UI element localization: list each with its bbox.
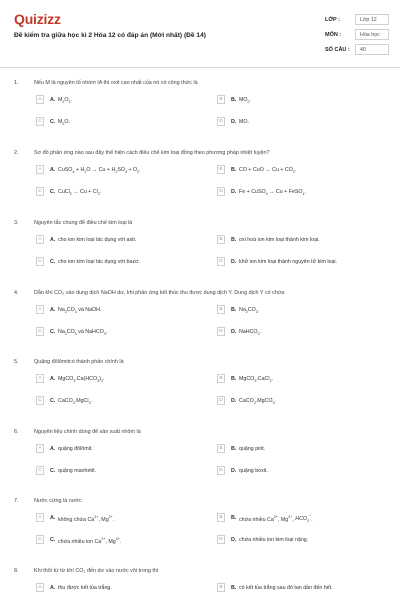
- option-text: $Na_2CO_3$.: [239, 306, 260, 314]
- option-letter-box[interactable]: C: [36, 117, 44, 126]
- question-number: 8.: [14, 568, 19, 574]
- question-number: 2.: [14, 150, 19, 156]
- question-number: 7.: [14, 498, 19, 504]
- option-letter: B.: [231, 584, 237, 591]
- option-letter: B.: [231, 445, 237, 452]
- page-title: Đề kiểm tra giữa học kì 2 Hóa 12 có đáp án (Mới nhất) (Đề 14): [14, 32, 206, 39]
- question-text: Sơ đồ phản ứng nào sau đây thể hiện cách điều chế kim loại đồng theo phương pháp nhiệt luyện?: [34, 150, 270, 156]
- question-number: 1.: [14, 80, 19, 86]
- option-letter-box[interactable]: A: [36, 513, 44, 522]
- meta-subject-value: Hóa học: [355, 29, 389, 40]
- option-letter: B.: [231, 306, 237, 313]
- option-letter: C.: [50, 536, 56, 543]
- option-letter: A.: [50, 375, 56, 382]
- option-text: cho ion kim loại tác dụng với bazơ.: [58, 258, 141, 265]
- option-letter: D.: [231, 258, 237, 265]
- option-letter: D.: [231, 467, 237, 474]
- option-letter-box[interactable]: D: [217, 396, 225, 405]
- option-letter-box[interactable]: C: [36, 257, 44, 266]
- option-letter-box[interactable]: D: [217, 466, 225, 475]
- option-letter-box[interactable]: D: [217, 187, 225, 196]
- question-text: Nếu M là nguyên tố nhóm IA thì oxit cao nhất của nó có công thức là: [34, 80, 198, 86]
- option-letter-box[interactable]: D: [217, 117, 225, 126]
- option-letter: B.: [231, 236, 237, 243]
- page-header: [0, 0, 400, 66]
- option-text: có kết tủa trắng sau đó tan dần đến hết.: [239, 584, 333, 591]
- question-text: Khi thổi từ từ khí CO₂ đến dư vào nước vôi trong thì: [34, 568, 159, 574]
- option-letter: B.: [231, 166, 237, 173]
- option-letter: D.: [231, 536, 237, 543]
- option-letter-box[interactable]: B: [217, 374, 225, 383]
- option-letter: A.: [50, 584, 56, 591]
- meta-count-label: SỐ CÂU :: [325, 47, 350, 53]
- option-letter-box[interactable]: A: [36, 374, 44, 383]
- option-letter-box[interactable]: B: [217, 165, 225, 174]
- option-letter: B.: [231, 375, 237, 382]
- meta-count-value: 40: [355, 44, 389, 55]
- option-letter: A.: [50, 166, 56, 173]
- option-text: quặng đôlômit.: [58, 445, 93, 452]
- option-letter-box[interactable]: C: [36, 327, 44, 336]
- option-text: không chứa $Ca^{2+}$, $Mg^{2+}$.: [58, 514, 115, 523]
- question-text: Nguyên tắc chung để điều chế kim loại là: [34, 220, 133, 226]
- question-text: Dẫn khí CO₂ vào dung dịch NaOH dư, khi phản ứng kết thúc thu được dung dịch Y. Dung dịch Y có chứa: [34, 290, 285, 296]
- option-letter-box[interactable]: B: [217, 583, 225, 592]
- option-letter-box[interactable]: D: [217, 327, 225, 336]
- option-letter-box[interactable]: A: [36, 583, 44, 592]
- option-letter-box[interactable]: B: [217, 444, 225, 453]
- option-letter-box[interactable]: A: [36, 165, 44, 174]
- option-text: $Na_2CO_3$ và NaHCO$_3$.: [58, 328, 108, 336]
- meta-subject-label: MÔN :: [325, 32, 342, 38]
- option-letter-box[interactable]: C: [36, 535, 44, 544]
- option-letter: B.: [231, 514, 237, 521]
- option-text: CuSO$_4$ + $H_2O \to Cu + H_2SO_4 + O_2$.: [58, 166, 141, 174]
- option-text: chứa nhiều $Ca^{2+}$, $Mg^{2+}$, $HCO_3^-$.: [239, 514, 313, 524]
- option-letter-box[interactable]: B: [217, 513, 225, 522]
- option-text: $MO_2$.: [239, 96, 252, 104]
- option-letter: D.: [231, 118, 237, 125]
- option-text: thu được kết tủa trắng.: [58, 584, 112, 591]
- meta-class-value: Lớp 12: [355, 14, 389, 25]
- question-number: 6.: [14, 429, 19, 435]
- question-text: Nước cứng là nước: [34, 498, 82, 504]
- option-letter: C.: [50, 397, 56, 404]
- option-text: cho ion kim loại tác dụng với axit.: [58, 236, 137, 243]
- question-number: 4.: [14, 290, 19, 296]
- question-text: Nguyên liệu chính dùng để sản xuất nhôm là: [34, 429, 141, 435]
- option-text: chứa nhiều ion kim loại nặng.: [239, 536, 309, 543]
- option-text: NaHCO$_3$.: [239, 328, 262, 336]
- option-text: $Na_2CO_3$ và NaOH.: [58, 306, 102, 314]
- option-letter: A.: [50, 514, 56, 521]
- option-letter-box[interactable]: C: [36, 396, 44, 405]
- option-letter-box[interactable]: A: [36, 235, 44, 244]
- option-text: MO.: [239, 118, 250, 125]
- question-number: 3.: [14, 220, 19, 226]
- option-text: CaCO$_3$.MgCl$_2$.: [58, 397, 93, 405]
- meta-class-label: LỚP :: [325, 17, 340, 23]
- option-letter: A.: [50, 96, 56, 103]
- option-text: CaCO$_3$.MgCO$_3$.: [239, 397, 276, 405]
- option-text: khử ion kim loại thành nguyên tử kim loại.: [239, 258, 338, 265]
- option-letter: B.: [231, 96, 237, 103]
- question-text: Quặng đôlômitcó thành phần chính là: [34, 359, 124, 365]
- option-letter: D.: [231, 188, 237, 195]
- option-letter: A.: [50, 236, 56, 243]
- option-text: oxi hoá ion kim loại thành kim loại.: [239, 236, 320, 243]
- option-text: CuCl$_2$ → $Cu + Cl_2$.: [58, 188, 102, 196]
- option-letter-box[interactable]: C: [36, 466, 44, 475]
- option-letter: C.: [50, 188, 56, 195]
- option-letter-box[interactable]: A: [36, 444, 44, 453]
- option-letter-box[interactable]: B: [217, 305, 225, 314]
- quizizz-logo[interactable]: Quizizz: [14, 11, 61, 27]
- option-text: quặng pirit.: [239, 445, 266, 452]
- option-letter-box[interactable]: C: [36, 187, 44, 196]
- question-number: 5.: [14, 359, 19, 365]
- option-letter: A.: [50, 445, 56, 452]
- option-text: $M_2O_3$.: [58, 96, 73, 104]
- option-text: CO + CuO → $Cu + CO_2$.: [239, 166, 297, 174]
- option-letter: C.: [50, 258, 56, 265]
- option-text: quặng boxit.: [239, 467, 268, 474]
- option-letter: D.: [231, 397, 237, 404]
- option-letter-box[interactable]: A: [36, 305, 44, 314]
- option-letter-box[interactable]: D: [217, 535, 225, 544]
- option-text: Fe + CuSO$_4$ → Cu + FeSO$_4$.: [239, 188, 307, 196]
- option-letter-box[interactable]: D: [217, 257, 225, 266]
- option-letter-box[interactable]: A: [36, 95, 44, 104]
- option-text: MgCO$_3$.CaCl$_2$.: [239, 375, 274, 383]
- option-letter: D.: [231, 328, 237, 335]
- option-text: $M_2O$.: [58, 118, 71, 126]
- option-letter-box[interactable]: B: [217, 95, 225, 104]
- option-text: quặng manhetit.: [58, 467, 96, 474]
- option-text: chứa nhiều ion $Ca^{2+}$, $Mg^{2+}$.: [58, 536, 122, 545]
- option-letter: A.: [50, 306, 56, 313]
- header-divider: [0, 67, 400, 68]
- option-letter: C.: [50, 328, 56, 335]
- option-text: $MgCO_3.Ca(HCO_3)_2$.: [58, 375, 105, 383]
- option-letter: C.: [50, 467, 56, 474]
- option-letter: C.: [50, 118, 56, 125]
- option-letter-box[interactable]: B: [217, 235, 225, 244]
